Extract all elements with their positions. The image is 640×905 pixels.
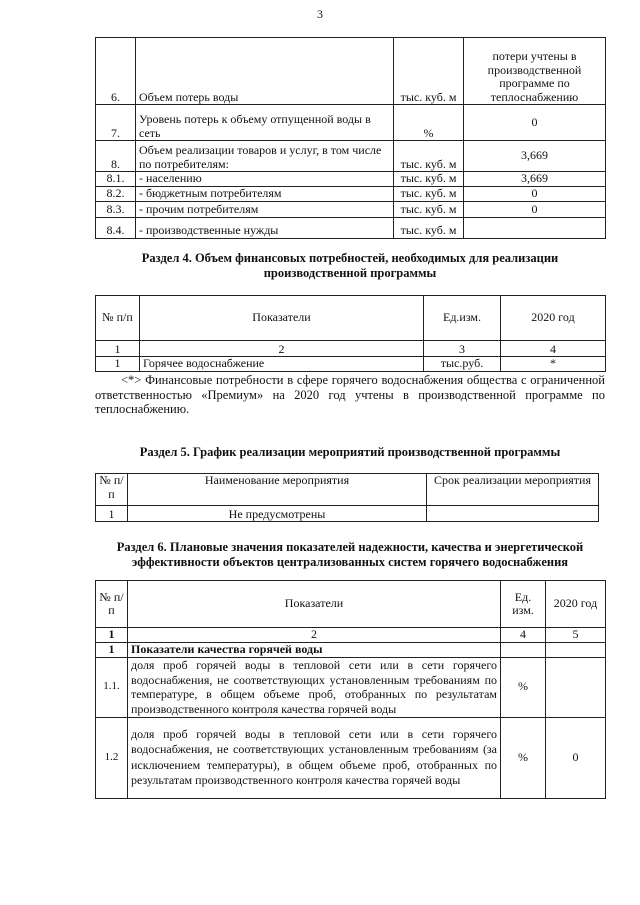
column-header: Ед.изм. bbox=[424, 296, 501, 341]
row-number: 7. bbox=[96, 105, 136, 141]
table-row bbox=[96, 657, 606, 717]
row-number: 1 bbox=[96, 506, 128, 522]
indicator-name: Объем потерь воды bbox=[136, 38, 394, 105]
unit: % bbox=[501, 717, 546, 798]
indicator-name: Объем реализации товаров и услуг, в том числе по потребителям: bbox=[136, 141, 394, 172]
value: 0 bbox=[464, 201, 606, 217]
value: 0 bbox=[464, 186, 606, 201]
section-4-title: Раздел 4. Объем финансовых потребностей, необходимых для реализации производственной программы bbox=[141, 251, 559, 280]
table-row bbox=[96, 717, 606, 798]
column-header: Показатели bbox=[140, 296, 424, 341]
column-number-row bbox=[96, 341, 606, 357]
row-number: 1 bbox=[96, 642, 128, 657]
page-number: 3 bbox=[317, 7, 323, 21]
column-number: 3 bbox=[424, 341, 501, 357]
unit: тыс. куб. м bbox=[394, 201, 464, 217]
table-row bbox=[96, 38, 606, 105]
row-number: 8.4. bbox=[96, 217, 136, 238]
indicator-name: доля проб горячей воды в тепловой сети или в сети горячего водоснабжения, не соответствующих установленным требованиям (за исключением температуры), в общем объеме проб, отобранных по результатам производственного контроля качества горячей воды bbox=[128, 717, 501, 798]
column-header: 2020 год bbox=[501, 296, 606, 341]
column-number: 2 bbox=[128, 628, 501, 643]
header-row bbox=[96, 296, 606, 341]
empty-cell bbox=[546, 642, 606, 657]
column-header: 2020 год bbox=[546, 581, 606, 628]
value: * bbox=[501, 357, 606, 372]
row-number: 8.2. bbox=[96, 186, 136, 201]
column-header: № п/п bbox=[96, 296, 140, 341]
section-5-title: Раздел 5. График реализации мероприятий производственной программы bbox=[139, 445, 561, 459]
table-row bbox=[96, 357, 606, 372]
table-row bbox=[96, 201, 606, 217]
indicator-name: - производственные нужды bbox=[136, 217, 394, 238]
table-row bbox=[96, 172, 606, 187]
quality-indicators-table bbox=[95, 580, 606, 799]
indicator-name: доля проб горячей воды в тепловой сети или в сети горячего водоснабжения, не соответствующих установленным требованиям по температуре, в общем объеме проб, отобранных по результатам производственного контроля качества горячей воды bbox=[128, 657, 501, 717]
value bbox=[546, 657, 606, 717]
table-row bbox=[96, 105, 606, 141]
value: 0 bbox=[464, 105, 606, 141]
row-number: 6. bbox=[96, 38, 136, 105]
unit: % bbox=[501, 657, 546, 717]
unit: % bbox=[394, 105, 464, 141]
unit: тыс. куб. м bbox=[394, 217, 464, 238]
activities-schedule-table bbox=[95, 473, 599, 522]
group-name: Показатели качества горячей воды bbox=[128, 642, 501, 657]
column-number: 1 bbox=[96, 341, 140, 357]
section-6-title: Раздел 6. Плановые значения показателей надежности, качества и энергетической эффективности объектов централизованных систем горячего водоснабжения bbox=[116, 540, 584, 569]
column-header: Наименование мероприятия bbox=[128, 474, 427, 506]
column-header: Ед. изм. bbox=[501, 581, 546, 628]
empty-cell bbox=[501, 642, 546, 657]
table-row bbox=[96, 141, 606, 172]
column-number-row bbox=[96, 628, 606, 643]
indicator-name: Горячее водоснабжение bbox=[140, 357, 424, 372]
value: 3,669 bbox=[464, 141, 606, 172]
value: потери учтены в производственной программе по теплоснабжению bbox=[464, 38, 606, 105]
row-number: 8.3. bbox=[96, 201, 136, 217]
footnote: <*> Финансовые потребности в сфере горячего водоснабжения общества с ограниченной ответственностью «Премиум» на 2020 год учтены в производственной программе по теплоснабжению. bbox=[95, 373, 605, 416]
value: 3,669 bbox=[464, 172, 606, 187]
row-number: 1 bbox=[96, 357, 140, 372]
value bbox=[464, 217, 606, 238]
unit: тыс. куб. м bbox=[394, 172, 464, 187]
unit: тыс.руб. bbox=[424, 357, 501, 372]
row-number: 1.2 bbox=[96, 717, 128, 798]
row-number: 8.1. bbox=[96, 172, 136, 187]
table-row bbox=[96, 217, 606, 238]
column-number: 4 bbox=[501, 628, 546, 643]
column-number: 4 bbox=[501, 341, 606, 357]
activity-term bbox=[427, 506, 599, 522]
indicator-name: Уровень потерь к объему отпущенной воды в сеть bbox=[136, 105, 394, 141]
activity-name: Не предусмотрены bbox=[128, 506, 427, 522]
row-number: 8. bbox=[96, 141, 136, 172]
column-number: 2 bbox=[140, 341, 424, 357]
financial-needs-table bbox=[95, 295, 606, 372]
column-header: Показатели bbox=[128, 581, 501, 628]
indicator-name: - прочим потребителям bbox=[136, 201, 394, 217]
column-header: Срок реализации мероприятия bbox=[427, 474, 599, 506]
group-row bbox=[96, 642, 606, 657]
indicator-name: - бюджетным потребителям bbox=[136, 186, 394, 201]
table-row bbox=[96, 506, 599, 522]
column-number: 5 bbox=[546, 628, 606, 643]
unit: тыс. куб. м bbox=[394, 141, 464, 172]
table-row bbox=[96, 186, 606, 201]
column-header: № п/ п bbox=[96, 581, 128, 628]
production-indicators-table bbox=[95, 37, 606, 239]
header-row bbox=[96, 474, 599, 506]
unit: тыс. куб. м bbox=[394, 186, 464, 201]
column-number: 1 bbox=[96, 628, 128, 643]
header-row bbox=[96, 581, 606, 628]
value: 0 bbox=[546, 717, 606, 798]
column-header: № п/п bbox=[96, 474, 128, 506]
unit: тыс. куб. м bbox=[394, 38, 464, 105]
indicator-name: - населению bbox=[136, 172, 394, 187]
row-number: 1.1. bbox=[96, 657, 128, 717]
